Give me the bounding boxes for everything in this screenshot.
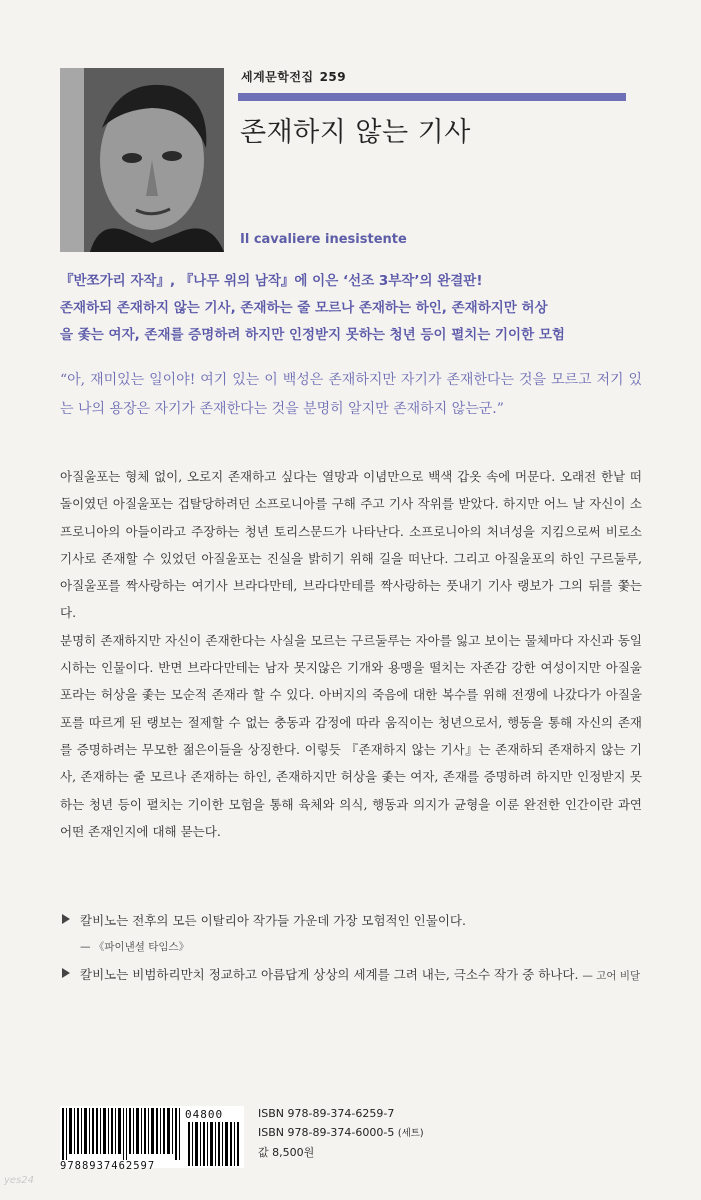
review-text-content: 칼비노는 비범하리만치 정교하고 아름답게 상상의 세계를 그려 내는, 극소수 작가 중 하나다. [80, 967, 579, 982]
bullet-triangle-icon [62, 914, 70, 924]
title-accent-bar [238, 93, 626, 101]
author-portrait-illustration [60, 68, 224, 252]
isbn-set-number: ISBN 978-89-374-6000-5 [258, 1126, 395, 1139]
isbn-line [258, 1123, 424, 1143]
series-label [241, 68, 346, 85]
isbn-line: ISBN 978-89-374-6259-7 [258, 1107, 395, 1120]
tagline-line: 『반쪼가리 자작』, 『나무 위의 남작』에 이은 ‘선조 3부작’의 완결판! [60, 273, 483, 289]
original-title: Il cavaliere inesistente [240, 232, 407, 247]
review-source: — 《파이낸셜 타임스》 [80, 941, 190, 953]
tagline-line: 존재하되 존재하지 않는 기사, 존재하는 줄 모르나 존재하는 하인, 존재하지만 허상 [60, 300, 548, 316]
review-source: — 고어 비달 [582, 970, 641, 982]
review-item [60, 908, 642, 954]
reviews [60, 908, 642, 989]
isbn-block [258, 1104, 424, 1162]
series-number: 259 [319, 70, 347, 84]
review-text [80, 962, 642, 989]
barcode-addon-number: 04800 [185, 1108, 224, 1121]
book-title: 존재하지 않는 기사 [240, 117, 471, 148]
price: 값 8,500원 [258, 1146, 315, 1159]
isbn-set-note: (세트) [397, 1128, 424, 1139]
tagline-line: 을 좇는 여자, 존재를 증명하려 하지만 인정받지 못하는 청년 등이 펼치는 기이한 모험 [60, 327, 565, 343]
pull-quote: “아, 재미있는 일이야! 여기 있는 이 백성은 존재하지만 자기가 존재한다는 것을 모르고 저기 있는 나의 용장은 자기가 존재한다는 것을 분명히 알지만 존재하지 않는군.” [60, 372, 642, 417]
review-text: 칼비노는 전후의 모든 이탈리아 작가들 가운데 가장 모험적인 인물이다. [80, 913, 466, 928]
synopsis-paragraph: 아질울포는 형체 없이, 오로지 존재하고 싶다는 열망과 이념만으로 백색 갑옷 속에 머문다. 오래전 한낱 떠돌이였던 아질울포는 겁탈당하려던 소프로니아를 구해 주고 기사 작위를 받았다. 하지만 어느 날 자신이 소프로니아의 아들이라고 주장하는 청년 토리스문드가 나타난다. 소프로니아의 처녀성을 지킴으로써 비로소 기사로 존재할 수 있었던 아질울포는 진실을 밝히기 위해 길을 떠난다. 그리고 아질울포의 하인 구르둘루, 아질울포를 짝사랑하는 여기사 브라다만테, 브라다만테를 짝사랑하는 풋내기 기사 랭보가 그의 뒤를 쫓는다. [60, 469, 642, 621]
bullet-triangle-icon [62, 968, 70, 978]
tagline [60, 268, 642, 349]
barcode-addon-bars [188, 1122, 239, 1166]
author-photo [60, 68, 224, 252]
review-item [60, 962, 642, 989]
synopsis [60, 463, 642, 845]
barcode-main-number: 9788937462597 [60, 1160, 156, 1172]
watermark: yes24 [4, 1175, 35, 1186]
series-name: 세계문학전집 [241, 70, 314, 84]
barcode-main-bars [62, 1108, 180, 1160]
synopsis-paragraph: 분명히 존재하지만 자신이 존재한다는 사실을 모르는 구르둘루는 자아를 잃고 보이는 물체마다 자신과 동일시하는 인물이다. 반면 브라다만테는 남자 못지않은 기개와 용맹을 떨치는 자존감 강한 여성이지만 아질울포라는 허상을 좇는 모순적 존재라 할 수 있다. 아버지의 죽음에 대한 복수를 위해 전쟁에 나갔다가 아질울포를 따르게 된 랭보는 절제할 수 없는 충동과 감정에 따라 움직이는 청년으로서, 행동을 통해 자신의 존재를 증명하려는 무모한 젊은이들을 상징한다. 이렇듯 『존재하지 않는 기사』는 존재하되 존재하지 않는 기사, 존재하는 줄 모르나 존재하는 하인, 존재하지만 허상을 좇는 여자, 존재를 증명하려 하지만 인정받지 못하는 청년 등이 펼치는 기이한 모험을 통해 육체와 의식, 행동과 의지가 균형을 이룬 완전한 인간이란 과연 어떤 존재인지에 대해 묻는다. [60, 632, 642, 839]
